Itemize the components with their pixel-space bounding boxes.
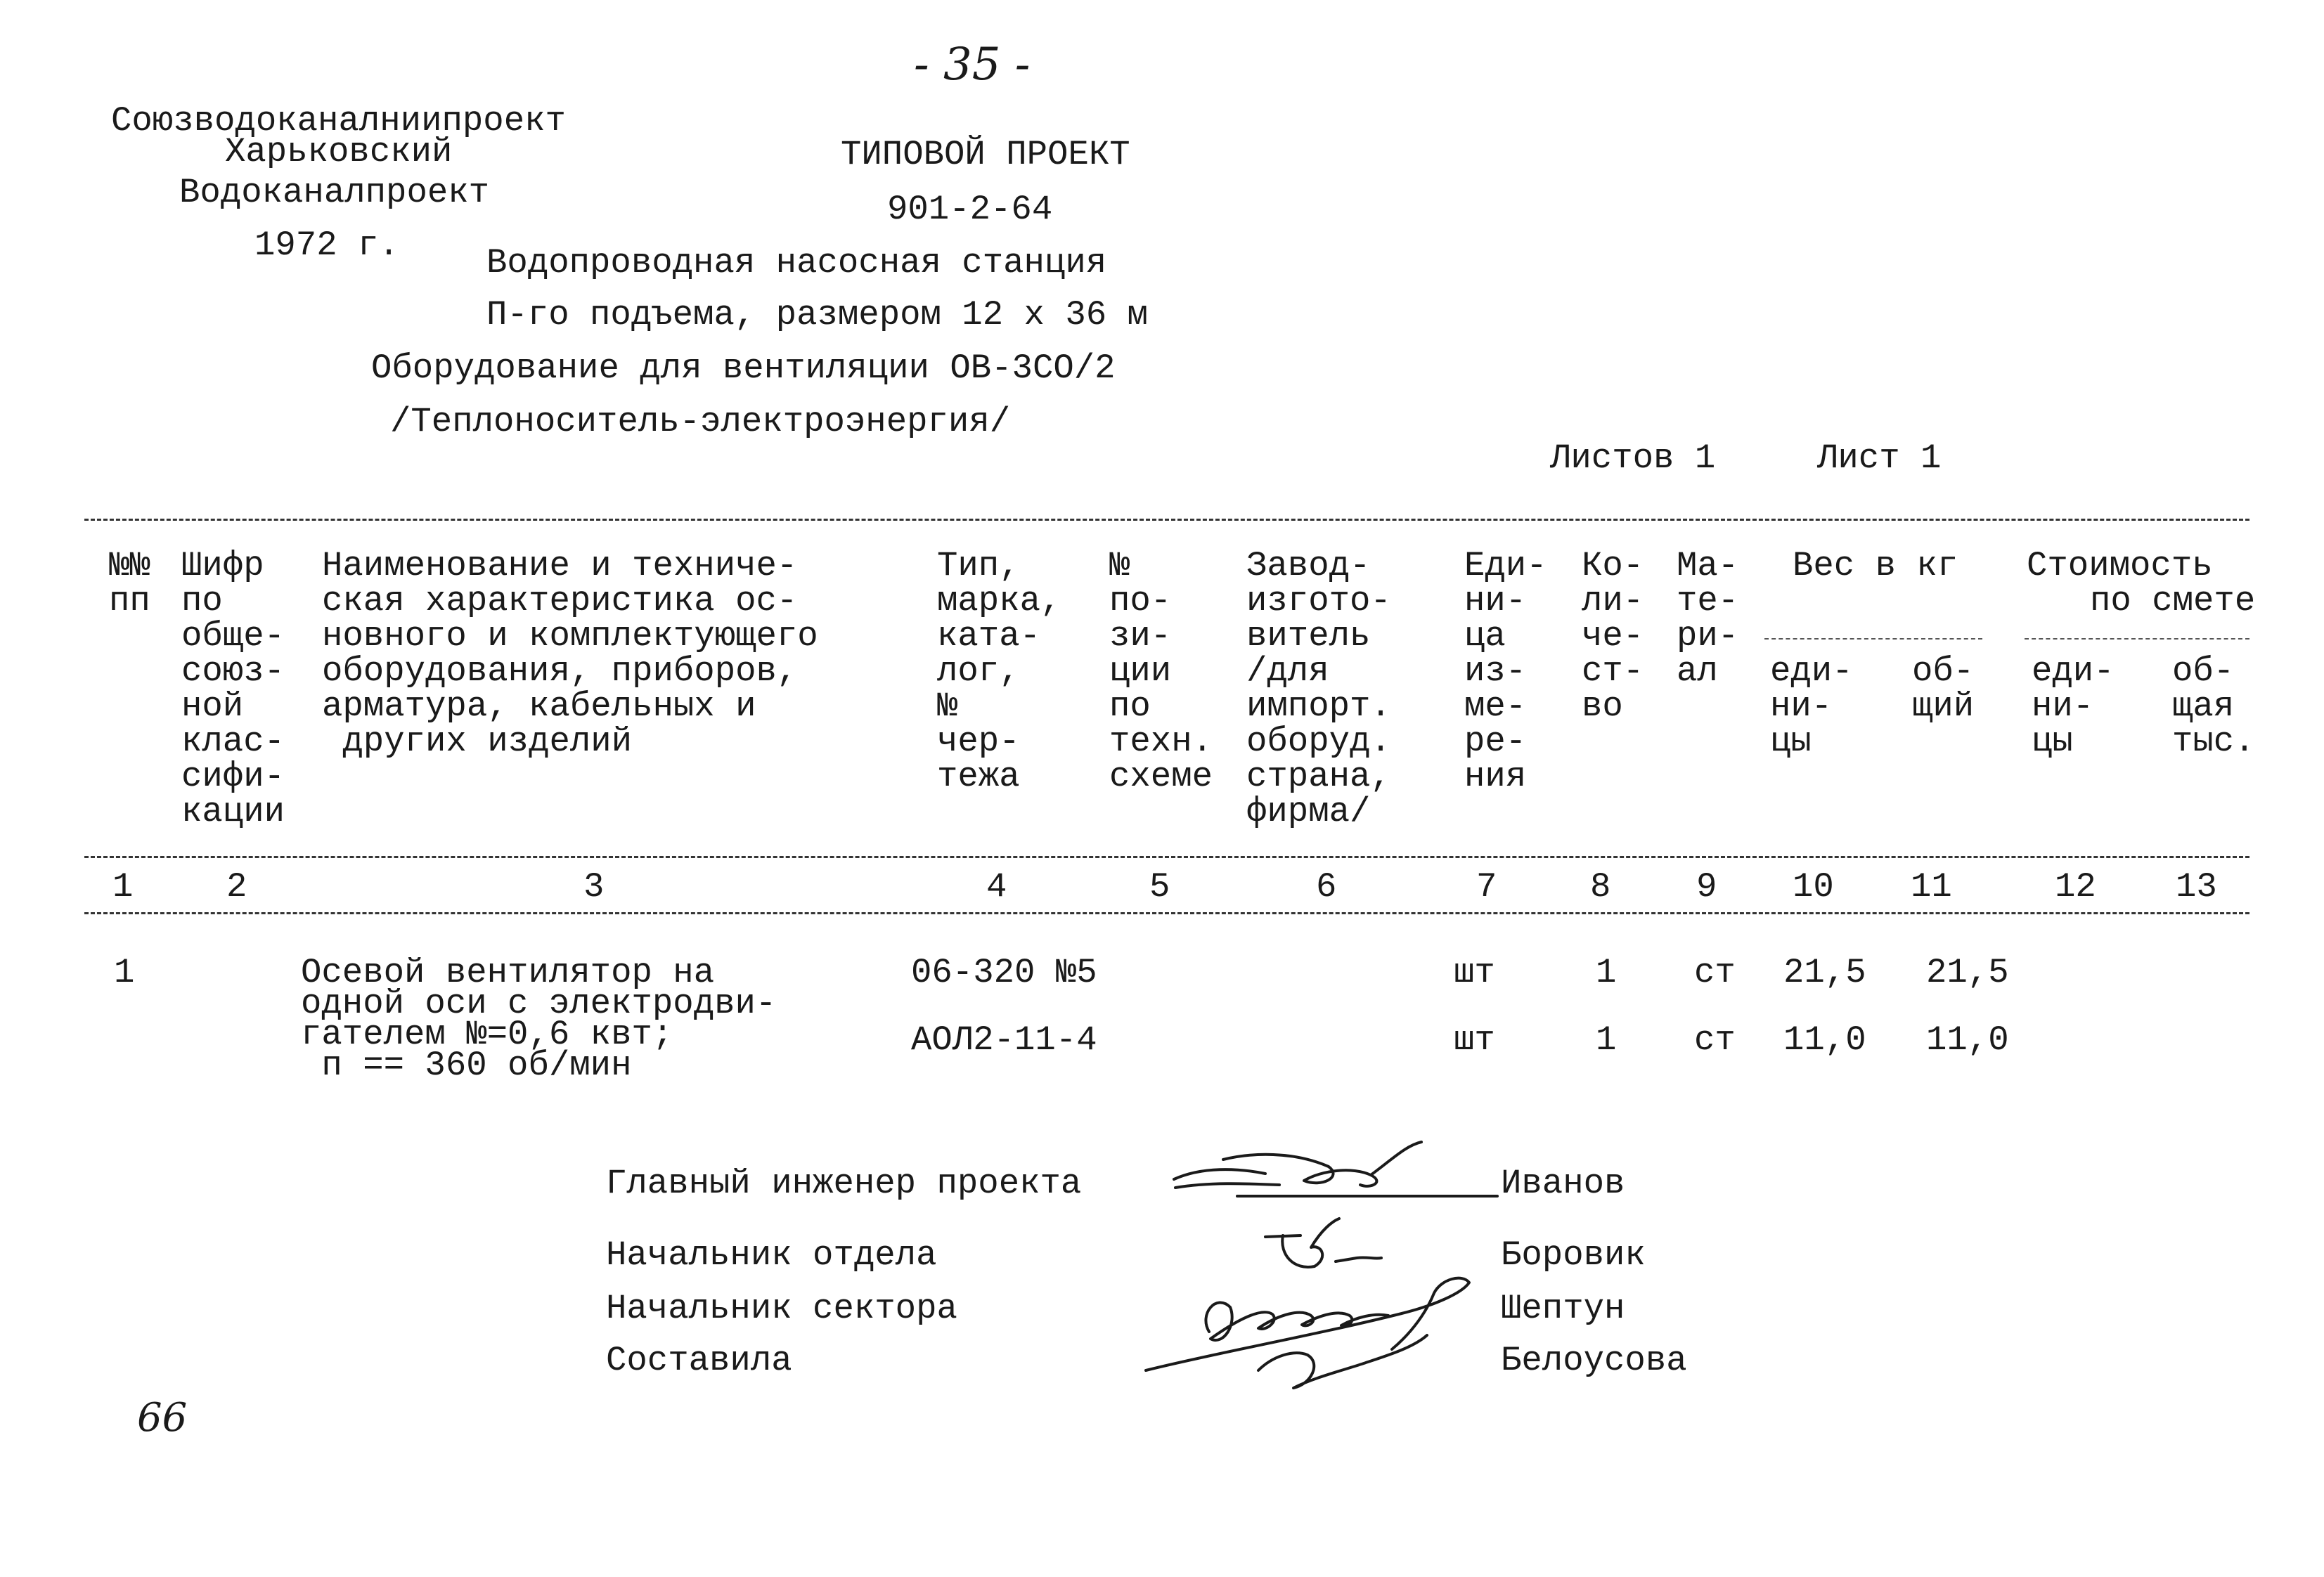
- header-bottom-rule: [84, 856, 2249, 858]
- item-total-weight: 21,5: [1926, 953, 2009, 992]
- header-col-1: №№ пп: [109, 546, 150, 621]
- header-col-3: Наименование и техниче- ская характеристика ос- новного и комплектующего оборудования, приборов, арматура, кабельных и других изделий: [322, 546, 818, 761]
- header-cost-group: Стоимость по смете: [2027, 546, 2256, 621]
- item-total-weight: 11,0: [1926, 1020, 2009, 1060]
- item-unit-weight: 21,5: [1783, 953, 1866, 992]
- project-title-line-4: /Теплоноситель-электроэнергия/: [390, 402, 1011, 441]
- item-qty: 1: [1596, 1020, 1617, 1060]
- header-col-13: об- щая тыс.: [2172, 651, 2255, 761]
- column-number: 12: [2055, 867, 2096, 907]
- header-col-9: Ма- те- ри- ал: [1677, 546, 1739, 691]
- cost-group-rule: [2025, 638, 2249, 640]
- project-number: 901-2-64: [887, 190, 1053, 229]
- org-name: Союзводоканалниипроект: [111, 101, 566, 141]
- project-type: ТИПОВОЙ ПРОЕКТ: [841, 135, 1130, 174]
- project-title-line-1: Водопроводная насосная станция: [486, 243, 1107, 283]
- column-number: 4: [986, 867, 1007, 907]
- column-number: 5: [1149, 867, 1170, 907]
- year: 1972 г.: [254, 226, 399, 265]
- header-weight-group: Вес в кг: [1793, 546, 1958, 585]
- table-top-rule: [84, 519, 2249, 521]
- org-city: Харьковский: [225, 132, 453, 171]
- header-col-11: об- щий: [1912, 651, 1975, 726]
- handwritten-signature-3: [1132, 1265, 1490, 1398]
- column-number: 6: [1316, 867, 1337, 907]
- column-number: 9: [1696, 867, 1717, 907]
- corner-mark: 66: [137, 1395, 188, 1441]
- signature-role: Главный инженер проекта: [606, 1164, 1082, 1203]
- row-name: Осевой вентилятор на одной оси с электродви- гателем №=0,6 квт; п == 360 об/мин: [301, 953, 777, 1085]
- item-material: ст: [1694, 953, 1736, 992]
- org-institute: Водоканалпроект: [179, 173, 490, 212]
- signature-role: Начальник отдела: [606, 1235, 937, 1275]
- header-col-10: еди- ни- цы: [1770, 651, 1853, 761]
- column-number: 1: [112, 867, 134, 907]
- column-number: 2: [226, 867, 247, 907]
- project-title-line-3: Оборудование для вентиляции ОВ-3СО/2: [371, 349, 1116, 388]
- sheet-current: Лист 1: [1817, 439, 1942, 478]
- header-col-5: № по- зи- ции по техн. схеме: [1109, 546, 1213, 796]
- column-number: 8: [1590, 867, 1611, 907]
- header-col-6: Завод- изгото- витель /для импорт. оборуд. страна, фирма/: [1246, 546, 1391, 831]
- header-col-12: еди- ни- цы: [2032, 651, 2115, 761]
- item-type: АОЛ2-11-4: [911, 1020, 1097, 1060]
- item-unit-weight: 11,0: [1783, 1020, 1866, 1060]
- signature-role: Начальник сектора: [606, 1289, 957, 1328]
- signature-name: Белоусова: [1501, 1341, 1687, 1380]
- item-qty: 1: [1596, 953, 1617, 992]
- header-col-7: Еди- ни- ца из- ме- ре- ния: [1464, 546, 1547, 796]
- signature-name: Боровик: [1501, 1235, 1646, 1275]
- sheets-total: Листов 1: [1550, 439, 1716, 478]
- header-col-8: Ко- ли- че- ст- во: [1582, 546, 1644, 726]
- column-number: 10: [1793, 867, 1834, 907]
- weight-group-rule: [1764, 638, 1982, 640]
- row-number: 1: [114, 953, 135, 992]
- signature-name: Шептун: [1501, 1289, 1625, 1328]
- header-col-4: Тип, марка, ката- лог, № чер- тежа: [937, 546, 1061, 796]
- item-unit: шт: [1454, 953, 1495, 992]
- item-material: ст: [1694, 1020, 1736, 1060]
- project-title-line-2: П-го подъема, размером 12 х 36 м: [486, 295, 1148, 335]
- column-number: 11: [1911, 867, 1952, 907]
- signature-name: Иванов: [1501, 1164, 1625, 1203]
- item-unit: шт: [1454, 1020, 1495, 1060]
- signature-role: Составила: [606, 1341, 792, 1380]
- header-col-2: Шифр по обще- союз- ной клас- сифи- кации: [181, 546, 285, 831]
- column-number: 3: [583, 867, 605, 907]
- handwritten-signature-1: [1160, 1138, 1525, 1216]
- column-numbers-rule: [84, 912, 2249, 914]
- item-type: 06-320 №5: [911, 953, 1097, 992]
- column-number: 13: [2176, 867, 2217, 907]
- column-number: 7: [1476, 867, 1497, 907]
- page-number: - 35 -: [914, 39, 1031, 91]
